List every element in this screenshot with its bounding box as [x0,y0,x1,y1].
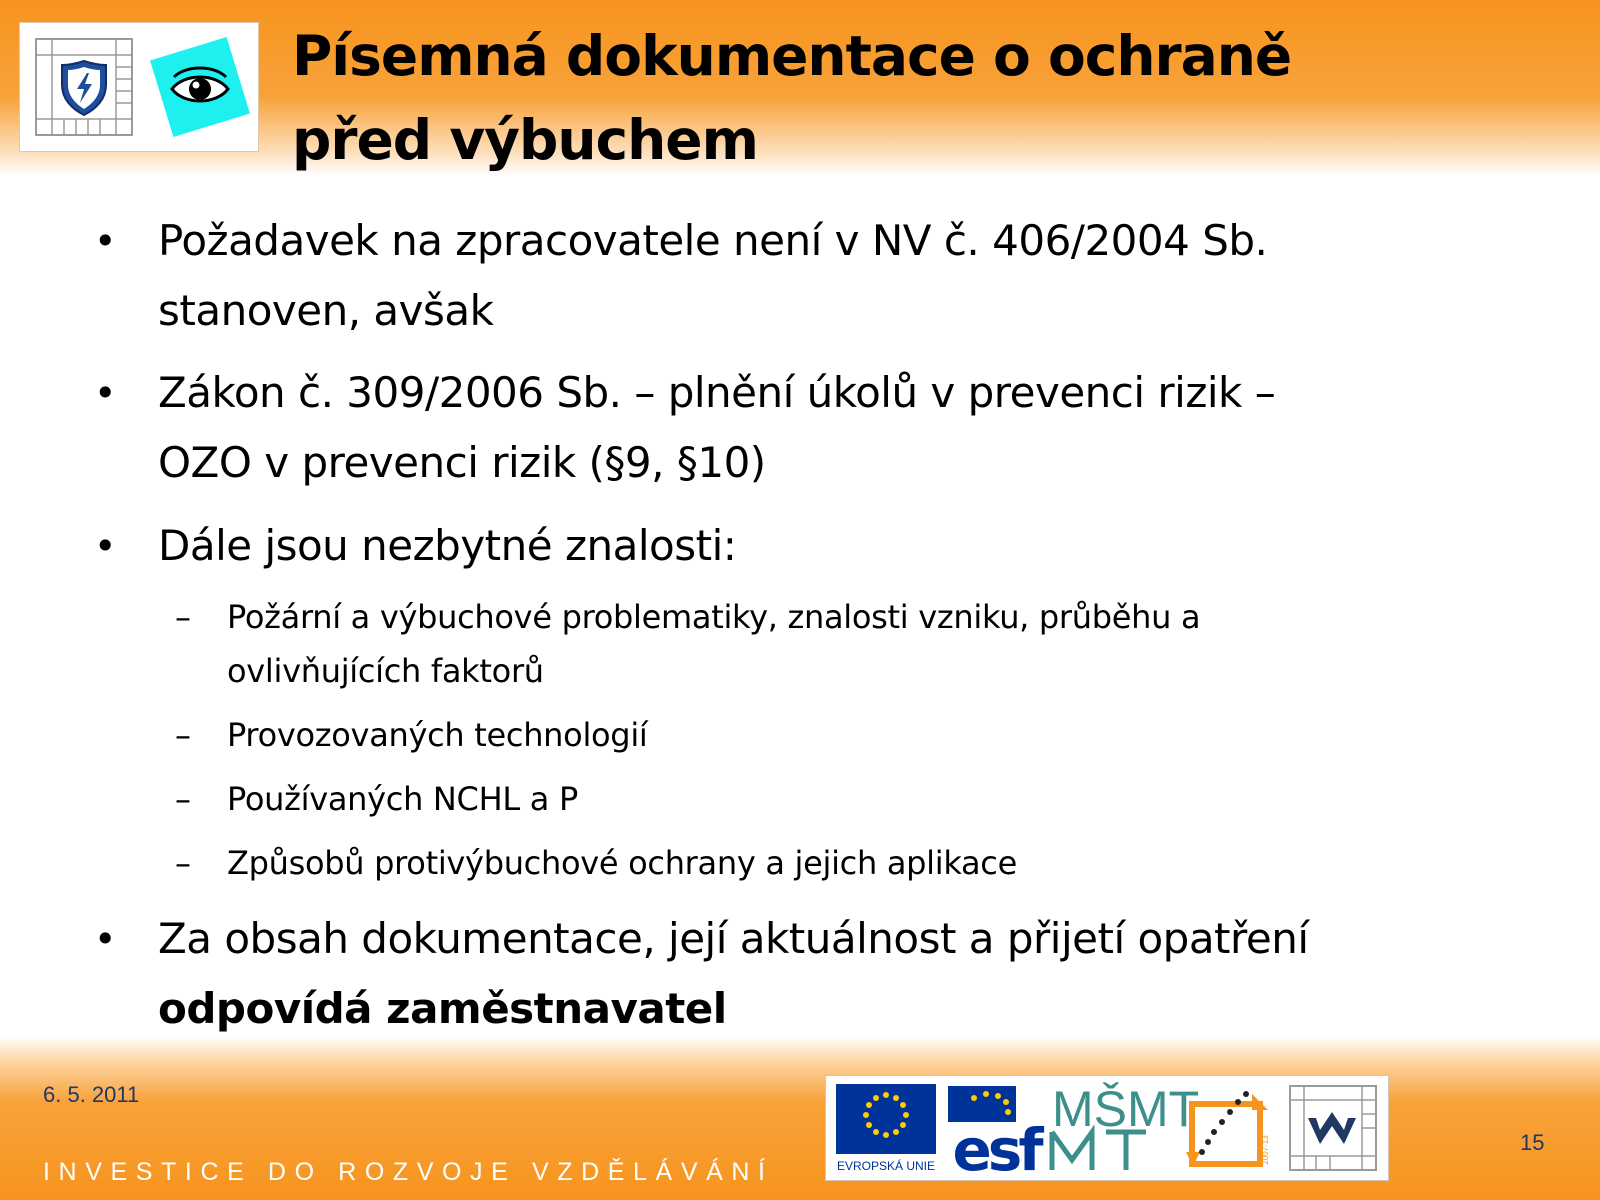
sub-bullet-text: Požární a výbuchové problematiky, znalosti vzniku, průběhu a [227,598,1201,636]
bullet-dot: • [94,219,116,263]
op-label: 2007-13 [1261,1135,1270,1165]
sub-bullet-text: Používaných NCHL a P [227,780,578,818]
bullet-item [94,904,1478,1044]
university-logo-icon [34,37,134,137]
title-line-2: před výbuchem [292,108,758,172]
sub-bullet-item [175,708,1477,762]
sub-bullet-dash: – [175,780,191,818]
bullet-item [94,358,1478,498]
bullet-item [94,206,1478,346]
bullet-dot: • [94,371,116,415]
esf-logo-icon [946,1082,1046,1184]
msmt-logo-icon [1050,1081,1200,1174]
sub-bullet-text: ovlivňujících faktorů [227,652,544,690]
bullet-text: Za obsah dokumentace, její aktuálnost a přijetí opatření [158,914,1309,963]
sub-bullet-item [175,772,1477,826]
footer-motto: INVESTICE DO ROZVOJE VZDĚLÁVÁNÍ [43,1158,774,1186]
sub-bullet-dash: – [175,598,191,636]
eu-flag-icon [834,1082,938,1174]
bullet-item [94,511,1478,581]
footer-date: 6. 5. 2011 [43,1082,140,1107]
page-number: 15 [1520,1130,1545,1155]
sponsor-logos [825,1075,1389,1184]
bullet-text-bold: odpovídá zaměstnavatel [158,984,727,1033]
sub-bullet-text: Způsobů protivýbuchové ochrany a jejich aplikace [227,844,1017,882]
sub-bullet-dash: – [175,716,191,754]
sub-bullet-dash: – [175,844,191,882]
sub-bullet-item [175,836,1477,890]
bullet-text: OZO v prevenci rizik (§9, §10) [158,438,766,487]
bullet-text: Zákon č. 309/2006 Sb. – plnění úkolů v prevenci rizik – [158,368,1276,417]
bullet-text: Požadavek na zpracovatele není v NV č. 406/2004 Sb. [158,216,1268,265]
sub-bullet-item [175,590,1477,698]
header-logos [19,22,259,152]
page-title [292,14,1392,182]
eu-label: EVROPSKÁ UNIE [836,1159,936,1173]
msmt-label: MŠMT [1052,1081,1200,1137]
esf-label: esf [952,1116,1040,1184]
op-vk-logo-icon [1182,1082,1278,1174]
bullet-text: stanoven, avšak [158,286,494,335]
faculty-logo-icon [1286,1082,1380,1174]
bullet-dot: • [94,917,116,961]
title-line-1: Písemná dokumentace o ochraně [292,24,1292,88]
bullet-text: Dále jsou nezbytné znalosti: [158,521,737,570]
eye-icon [148,35,252,139]
bullet-dot: • [94,524,116,568]
sub-bullet-text: Provozovaných technologií [227,716,648,754]
